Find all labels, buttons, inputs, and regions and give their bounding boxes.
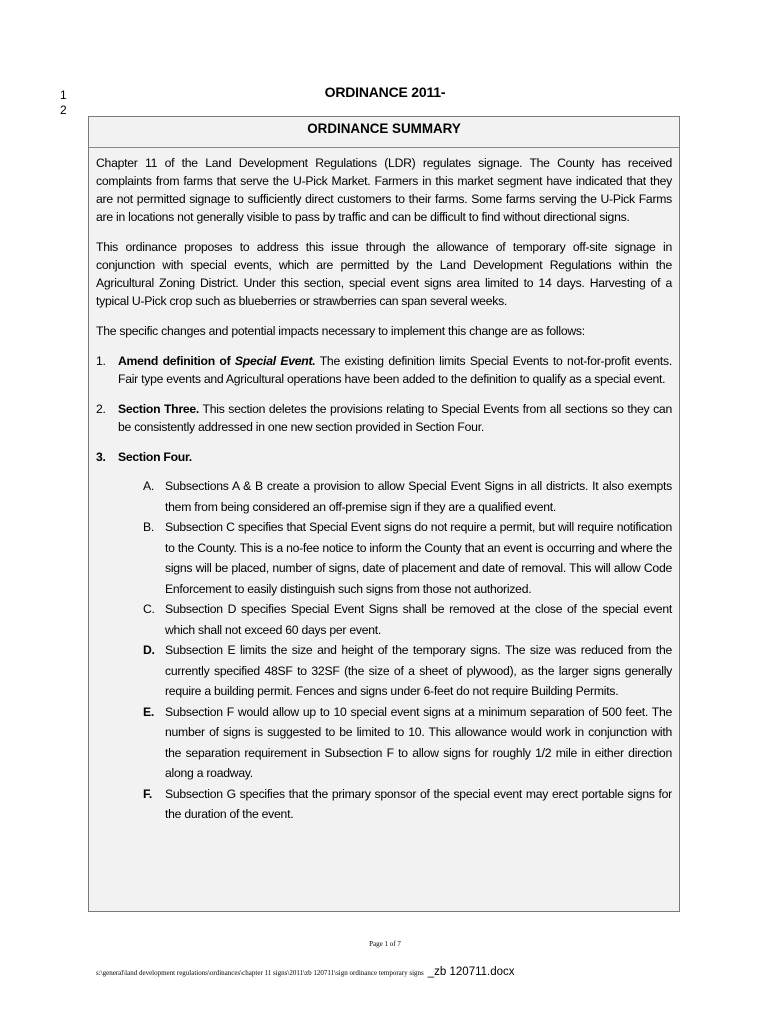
sub-item-text: Subsection C specifies that Special Event signs do not require a permit, but will require notification to the County. This is a no-fee notice to inform the County that an event is occurring and where the signs will be placed, number of signs, date of placement and date of removal. This will allow Code Enforcement to easily distinguish such signs from those not authorized. — [165, 520, 672, 596]
sub-item-c — [143, 599, 672, 640]
sub-item-b — [143, 517, 672, 599]
list-item-text: The existing definition limits Special Events to not-for-profit events. Fair type events and Agricultural operations have been added to the definition to qualify as a special event. — [118, 354, 672, 386]
footer — [96, 962, 515, 980]
sub-item-letter: A. — [143, 479, 155, 493]
line-number-2: 2 — [60, 103, 67, 117]
sub-item-a — [143, 476, 672, 517]
footer-path: s:\general\land development regulations\ordinances\chapter 11 signs\2011\zb 120711\sign ordinance temporary signs — [96, 969, 424, 977]
sub-item-text: Subsection F would allow up to 10 special event signs at a minimum separation of 500 feet. The number of signs is suggested to be limited to 10. This allowance would work in conjunction with the separation requirement in Subsection F to allow signs for roughly 1/2 mile in either direction along a roadway. — [165, 704, 672, 780]
summary-paragraph-3: The specific changes and potential impacts necessary to implement this change are as follows: — [96, 324, 585, 338]
list-number: 1. — [96, 354, 106, 368]
section-four-sublist — [143, 476, 672, 825]
list-item-text: This section deletes the provisions relating to Special Events from all sections so they can be consistently addressed in one new section provided in Section Four. — [118, 402, 672, 434]
document-title: ORDINANCE 2011- — [324, 84, 446, 100]
page-number: Page 1 of 7 — [369, 940, 401, 948]
sub-item-text: Subsection D specifies Special Event Signs shall be removed at the close of the special event which shall not exceed 60 days per event. — [165, 602, 672, 637]
summary-paragraph-1: Chapter 11 of the Land Development Regulations (LDR) regulates signage. The County has received complaints from farms that serve the U-Pick Market. Farmers in this market segment have indicated that they are not permitted signage to sufficiently direct customers to their farms. Some farms serving the U-Pick Farms are in locations not generally visible to pass by traffic and can be difficult to find without directional signs. — [96, 156, 672, 224]
footer-filename: _zb 120711.docx — [427, 966, 515, 978]
sub-item-f — [143, 784, 672, 825]
list-item-2 — [96, 400, 672, 436]
sub-item-text: Subsection E limits the size and height of the temporary signs. The size was reduced from the currently specified 48SF to 32SF (the size of a sheet of plywood), as the larger signs generally require a building permit. Fences and signs under 6-feet do not require Building Permits. — [165, 643, 672, 698]
list-item-lead: Section Four. — [118, 450, 192, 464]
sub-item-e — [143, 702, 672, 784]
sub-item-d — [143, 640, 672, 702]
sub-item-text: Subsection G specifies that the primary sponsor of the special event may erect portable signs for the duration of the event. — [165, 786, 672, 821]
list-item-lead-italic: Special Event. — [234, 354, 316, 368]
sub-item-letter: B. — [143, 520, 155, 534]
line-number-1: 1 — [60, 88, 67, 102]
sub-item-letter: E. — [143, 704, 155, 719]
sub-item-letter: D. — [143, 643, 155, 657]
list-item-lead: Section Three. — [118, 402, 200, 416]
summary-paragraph-2: This ordinance proposes to address this issue through the allowance of temporary off-site signage in conjunction with special events, which are permitted by the Land Development Regulations within the Agricultural Zoning District. Under this section, special event signs area limited to 14 days. Harvesting of a typical U-Pick crop such as blueberries or strawberries can span several weeks. — [96, 240, 672, 308]
list-number: 2. — [96, 402, 106, 416]
ordinance-summary-box — [88, 116, 680, 912]
list-item-lead: Amend definition of — [118, 354, 235, 368]
sub-item-letter: F. — [143, 786, 152, 801]
summary-body — [89, 148, 679, 825]
summary-heading: ORDINANCE SUMMARY — [89, 119, 679, 148]
list-number: 3. — [96, 450, 106, 464]
list-item-1 — [96, 352, 672, 388]
sub-item-letter: C. — [143, 602, 155, 616]
sub-item-text: Subsections A & B create a provision to allow Special Event Signs in all districts. It also exempts them from being considered an off-premise sign if they are a qualified event. — [165, 479, 672, 514]
list-item-3 — [96, 448, 672, 466]
